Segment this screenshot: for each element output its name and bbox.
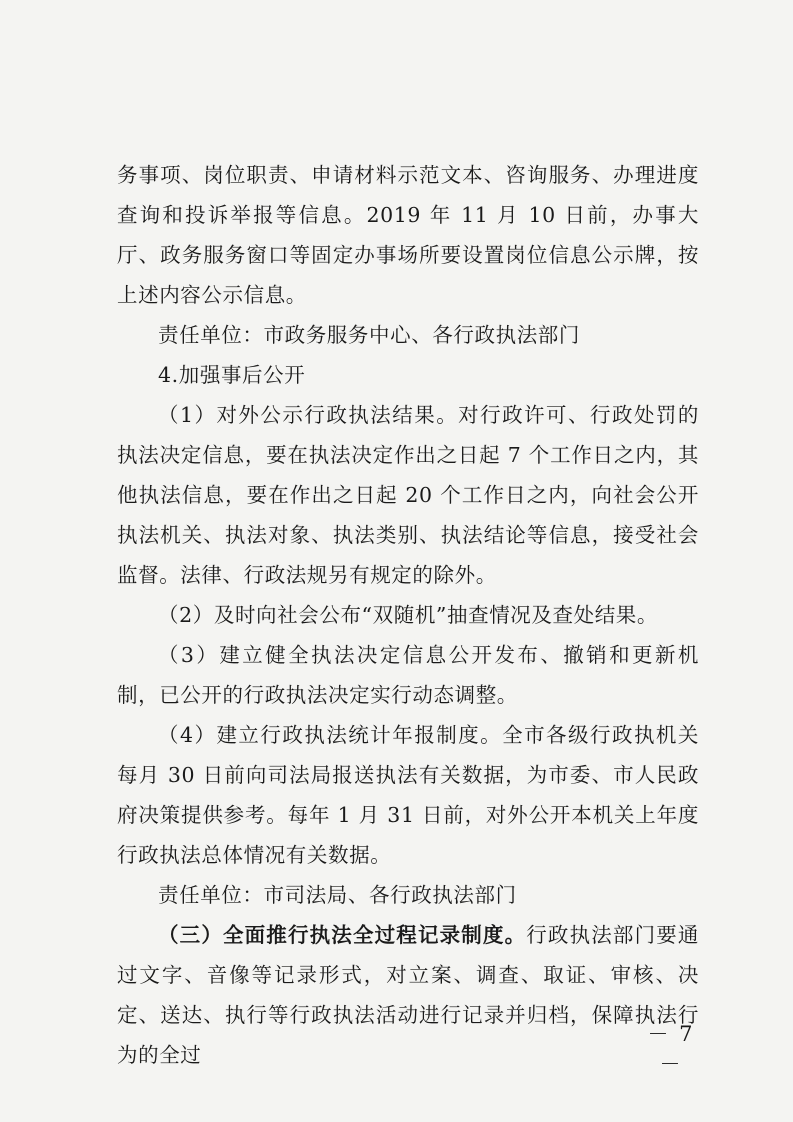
paragraph-continued: 务事项、岗位职责、申请材料示范文本、咨询服务、办理进度查询和投诉举报等信息。2019 年 11 月 10 日前，办事大厅、政务服务窗口等固定办事场所要设置岗位信息公示牌，按上述内容公示信息。 — [117, 163, 699, 307]
document-body — [117, 155, 699, 1075]
paragraph-item-3: （3）建立健全执法决定信息公开发布、撤销和更新机制，已公开的行政执法决定实行动态调整。 — [117, 643, 699, 707]
paragraph-item-1: （1）对外公示行政执法结果。对行政许可、行政处罚的执法决定信息，要在执法决定作出之日起 7 个工作日之内，其他执法信息，要在作出之日起 20 个工作日之内，向社会公开执法机关、执法对象、执法类别、执法结论等信息，接受社会监督。法律、行政法规另有规定的除外。 — [117, 403, 699, 587]
paragraph-section-3 — [117, 915, 699, 1075]
paragraph-item-2: （2）及时向社会公布“双随机”抽查情况及查处结果。 — [158, 603, 659, 627]
section-heading-4: 4.加强事后公开 — [158, 363, 306, 387]
section-3-heading: （三）全面推行执法全过程记录制度。 — [158, 923, 527, 947]
page-number: － 7 － — [647, 1022, 695, 1076]
paragraph-responsible-unit-2: 责任单位：市司法局、各行政执法部门 — [158, 883, 517, 907]
paragraph-responsible-unit-1: 责任单位：市政务服务中心、各行政执法部门 — [158, 323, 580, 347]
paragraph-item-4: （4）建立行政执法统计年报制度。全市各级行政执机关每月 30 日前向司法局报送执法有关数据，为市委、市人民政府决策提供参考。每年 1 月 31 日前，对外公开本机关上年度行政执法总体情况有关数据。 — [117, 723, 699, 867]
section-3-text: 行政执法部门要通过文字、音像等记录形式，对立案、调查、取证、审核、决定、送达、执行等行政执法活动进行记录并归档，保障执法行为的全过 — [117, 923, 699, 1067]
